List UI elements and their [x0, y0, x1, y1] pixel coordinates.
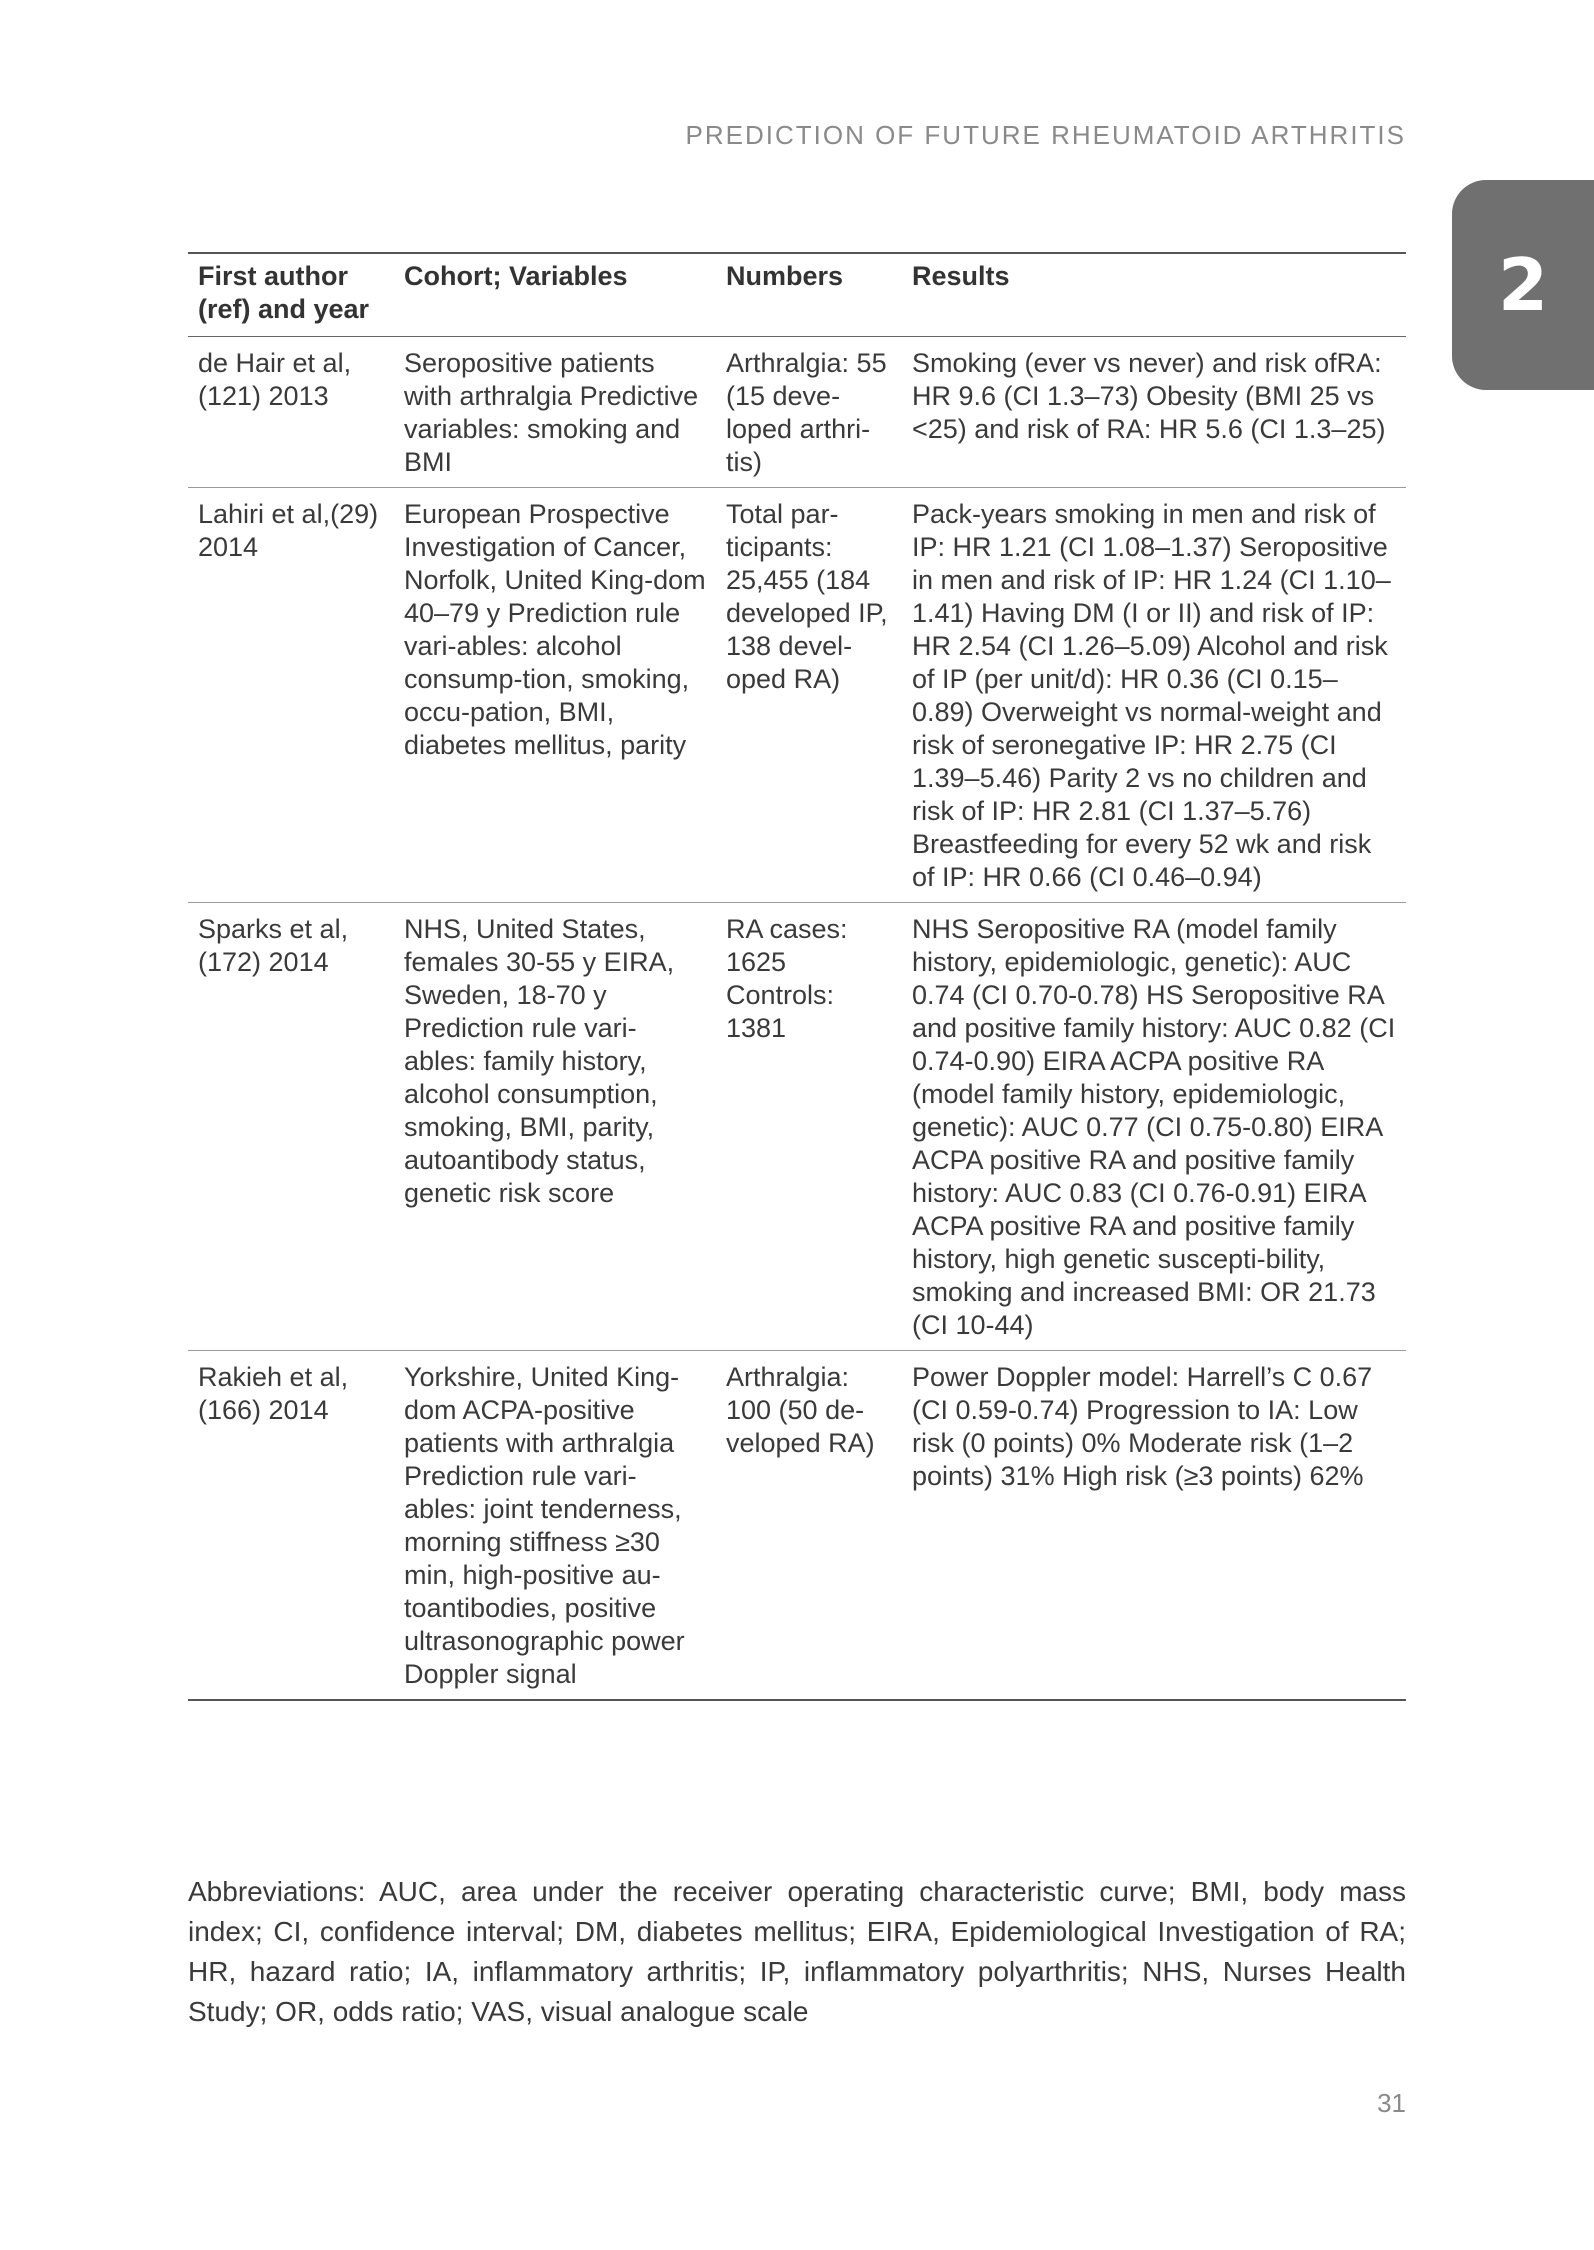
- column-header-numbers: Numbers: [726, 261, 844, 291]
- cell-results: Smoking (ever vs never) and risk ofRA: HR 9.6 (CI 1.3–73) Obesity (BMI 25 vs <25) and risk of RA: HR 5.6 (CI 1.3–25): [912, 348, 1386, 444]
- table-body: [188, 337, 1406, 1701]
- cell-numbers: RA cases: 1625 Controls: 1381: [726, 914, 848, 1043]
- cell-results: Pack-years smoking in men and risk of IP: HR 1.21 (CI 1.08–1.37) Seropositive in men and risk of IP: HR 1.24 (CI 1.10–1.41) Having DM (I or II) and risk of IP: HR 2.54 (CI 1.26–5.09) Alcohol and risk of IP (per unit/d): HR 0.36 (CI 0.15–0.89) Overweight vs normal-weight and risk of seronegative IP: HR 2.75 (CI 1.39–5.46) Parity 2 vs no children and risk of IP: HR 2.81 (CI 1.37–5.76) Breastfeeding for every 52 wk and risk of IP: HR 0.66 (CI 0.46–0.94): [912, 499, 1391, 892]
- cell-cohort: NHS, United States, females 30-55 y EIRA, Sweden, 18-70 y Prediction rule vari-ables: family history, alcohol consumption, smoking, BMI, parity, autoantibody status, genetic risk score: [404, 914, 675, 1208]
- page-number: 31: [1377, 2088, 1406, 2118]
- chapter-tab: [1452, 180, 1594, 390]
- cell-cohort: Seropositive patients with arthralgia Predictive variables: smoking and BMI: [404, 348, 699, 477]
- cell-author: de Hair et al,(121) 2013: [198, 348, 352, 411]
- column-header-cohort: Cohort; Variables: [404, 261, 628, 291]
- column-header-author: First author (ref) and year: [198, 261, 370, 324]
- abbreviations-footnote: Abbreviations: AUC, area under the receiver operating characteristic curve; BMI, body mass index; CI, confidence interval; DM, diabetes mellitus; EIRA, Epidemiological Investigation of RA; HR, hazard ratio; IA, inflammatory arthritis; IP, inflammatory polyarthritis; NHS, Nurses Health Study; OR, odds ratio; VAS, visual analogue scale: [188, 1876, 1406, 2027]
- table-row: [188, 488, 1406, 903]
- cell-numbers: Total par-ticipants: 25,455 (184 developed IP, 138 devel-oped RA): [726, 499, 888, 694]
- cell-numbers: Arthralgia: 100 (50 de-veloped RA): [726, 1362, 875, 1458]
- results-table-container: [188, 252, 1406, 1701]
- header-row: [188, 253, 1406, 337]
- cell-author: Rakieh et al, (166) 2014: [198, 1362, 349, 1425]
- cell-author: Lahiri et al,(29) 2014: [198, 499, 379, 562]
- cell-author: Sparks et al, (172) 2014: [198, 914, 349, 977]
- column-header-results: Results: [912, 261, 1010, 291]
- cell-cohort: European Prospective Investigation of Cancer, Norfolk, United King-dom 40–79 y Prediction rule vari-ables: alcohol consump-tion, smoking, occu-pation, BMI, diabetes mellitus, parity: [404, 499, 706, 760]
- cell-results: Power Doppler model: Harrell’s C 0.67 (CI 0.59-0.74) Progression to IA: Low risk (0 points) 0% Moderate risk (1–2 points) 31% High risk (≥3 points) 62%: [912, 1362, 1373, 1491]
- table-header: [188, 253, 1406, 337]
- table-row: [188, 337, 1406, 488]
- table-row: [188, 903, 1406, 1351]
- cell-results: NHS Seropositive RA (model family history, epidemiologic, genetic): AUC 0.74 (CI 0.70-0.78) HS Seropositive RA and positive family history: AUC 0.82 (CI 0.74-0.90) EIRA ACPA positive RA (model family history, epidemiologic, genetic): AUC 0.77 (CI 0.75-0.80) EIRA ACPA positive RA and positive family history: AUC 0.83 (CI 0.76-0.91) EIRA ACPA positive RA and positive family history, high genetic suscepti-bility, smoking and increased BMI: OR 21.73 (CI 10-44): [912, 914, 1396, 1340]
- table-row: [188, 1351, 1406, 1701]
- chapter-number: 2: [1497, 243, 1549, 327]
- cell-cohort: Yorkshire, United King-dom ACPA-positive patients with arthralgia Prediction rule vari-ables: joint tenderness, morning stiffness ≥30 min, high-positive au-toantibodies, positive ultrasonographic power Doppler signal: [404, 1362, 685, 1689]
- running-header: PREDICTION OF FUTURE RHEUMATOID ARTHRITIS: [685, 120, 1406, 150]
- results-table: [188, 252, 1406, 1701]
- cell-numbers: Arthralgia: 55 (15 deve-loped arthri-tis): [726, 348, 887, 477]
